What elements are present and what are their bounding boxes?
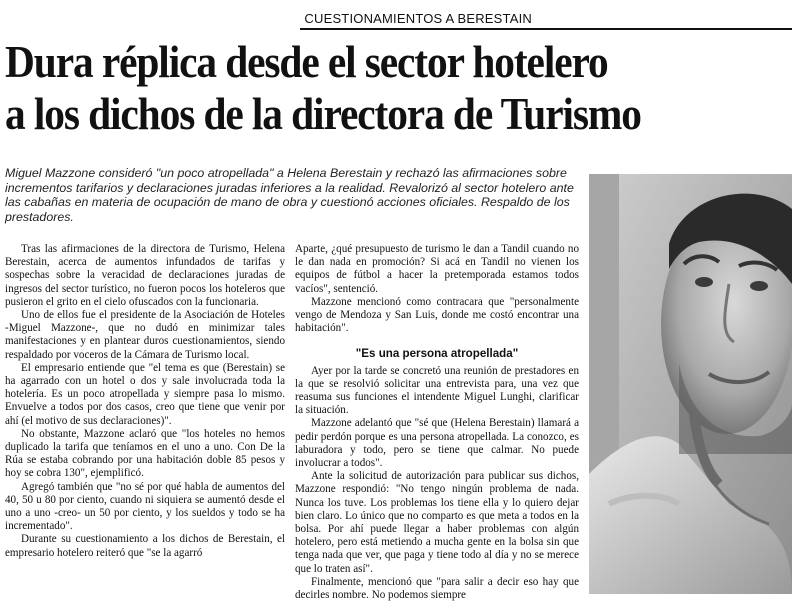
paragraph: Uno de ellos fue el presidente de la Asociación de Hoteles -Miguel Mazzone-, que no dudó en minimizar tales manifestaciones y en plantear duros cuestionamientos, siendo respaldado por voceros de la Cámara de Turismo local. <box>5 309 285 361</box>
section-label: CUESTIONAMIENTOS A BERESTAIN <box>304 11 532 26</box>
paragraph: Ayer por la tarde se concretó una reunión de prestadores en la que se resolvió solicitar una entrevista para, una vez que reasuma sus funciones el intendente Miguel Lunghi, clarificar la situación. <box>295 364 579 417</box>
headline <box>5 36 727 140</box>
paragraph-continued: Aparte, ¿qué presupuesto de turismo le dan a Tandil cuando no le dan nada en promoción? Si acá en Tandil no vienen los equipos de fútbol a hacer la pretemporada estamos todos vacíos", sentenció. <box>295 243 579 295</box>
headline-line-1: Dura réplica desde el sector hotelero <box>5 37 608 87</box>
portrait-illustration <box>589 174 792 594</box>
subheading: "Es una persona atropellada" <box>355 347 519 361</box>
paragraph: Mazzone mencionó como contracara que "personalmente vengo de Mendoza y San Luis, donde me costó encontrar una habitación". <box>295 295 579 335</box>
paragraph: Agregó también que "no sé por qué habla de aumentos del 40, 50 u 80 por ciento, cuando ni siquiera se aumentó desde el uno a uno -creo- un 50 por ciento, y los sueldos y todo se ha incrementado". <box>5 480 285 533</box>
paragraph: Finalmente, mencionó que "para salir a decir eso hay que decirles nombre. No podemos siempre <box>295 575 579 602</box>
paragraph: No obstante, Mazzone aclaró que "los hoteles no hemos duplicado la tarifa que teníamos en el uno a uno. Con De la Rúa se estaba cobrando por una habitación doble 85 pesos y hoy se cobra 130", ejemplificó. <box>5 427 285 480</box>
section-rule <box>300 28 792 30</box>
paragraph: Tras las afirmaciones de la directora de Turismo, Helena Berestain, acerca de aumentos infundados de tarifas y sospechas sobre la veracidad de declaraciones juradas de ingresos del sector turístico, no fueron pocos los hoteleros que pusieron el grito en el cielo ofuscados con la funcionaria. <box>5 243 285 308</box>
article-column-1 <box>5 243 285 560</box>
article-column-2 <box>295 243 579 602</box>
paragraph: El empresario entiende que "el tema es que (Berestain) se ha agarrado con un hotel o dos y sale involucrada toda la hotelería. Es un poco atropellada y siempre pasa lo mismo. Envuelve a todos por dos casos, creo que tiene que venir por ahí (el motivo de sus declaraciones)". <box>5 361 285 427</box>
paragraph: Ante la solicitud de autorización para publicar sus dichos, Mazzone respondió: "No tengo ningún problema de nada. Nunca los tuve. Los problemas los tiene ella y lo quiero dejar bien claro. Lo único que no comparto es que meta a todos en la bolsa. Por ahí puede llegar a haber problemas con algún hotelero, pero está metiendo a mucha gente en la bolsa sin que tenga nada que ver, que paga y tiene todo al día y no se merece que lo traten así". <box>295 470 579 575</box>
headline-line-2: a los dichos de la directora de Turismo <box>5 89 641 139</box>
portrait-photo <box>589 174 792 594</box>
paragraph: Mazzone adelantó que "sé que (Helena Berestain) llamará a pedir perdón porque es una persona atropellada. La conozco, es laburadora y todo, pero se tiene que calmar. No puede involucrar a todos". <box>295 417 579 470</box>
paragraph: Durante su cuestionamiento a los dichos de Berestain, el empresario hotelero reiteró que "se la agarró <box>5 533 285 559</box>
deck-summary: Miguel Mazzone consideró "un poco atropellada" a Helena Berestain y rechazó las afirmaciones sobre incrementos tarifarios y declaraciones juradas inferiores a la realidad. Revalorizó al sector hotelero ante las cabañas en materia de ocupación de mano de obra y cuestionó acciones oficiales. Respaldo de los prestadores. <box>5 166 574 224</box>
